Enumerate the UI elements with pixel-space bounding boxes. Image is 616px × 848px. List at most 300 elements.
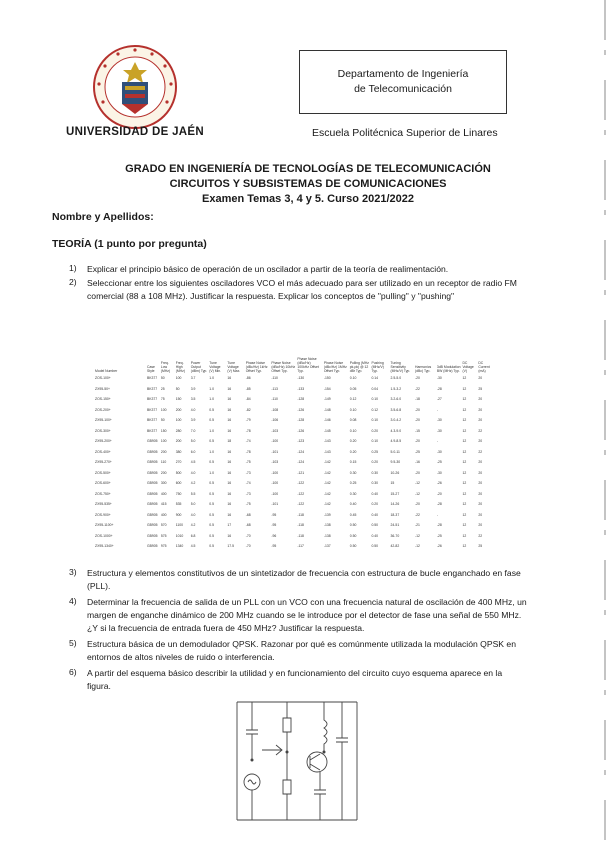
question-text: Estructura básica de un demodulador QPSK. Razonar por qué es comúnmente utilizada la modulación QPSK en entornos de altos niveles de ruido o interferencia. xyxy=(87,639,516,662)
column-header: Tune Voltage (V) Min. xyxy=(209,361,222,373)
table-cell: ZX95-1100+ xyxy=(95,523,114,528)
column-header: Pulling (MHz pk-pk) @ 12 dBr Typ. xyxy=(349,361,369,373)
table-cell: 0.10 xyxy=(349,407,357,412)
table-cell: 100 xyxy=(175,376,182,381)
table-cell: 110 xyxy=(160,460,167,465)
table-row xyxy=(94,499,494,510)
table-cell: 200 xyxy=(175,407,182,412)
table-row xyxy=(94,426,494,437)
table-cell: 2.5-5.0 xyxy=(390,376,402,381)
table-cell: 16 xyxy=(227,460,232,465)
table-cell: 16 xyxy=(227,418,232,423)
table-cell: -100 xyxy=(271,439,279,444)
table-cell: ZX95-50+ xyxy=(95,386,110,391)
vco-table-body xyxy=(94,373,494,552)
table-cell: -22 xyxy=(415,512,420,517)
table-cell: BK377 xyxy=(147,376,158,381)
table-cell: BK377 xyxy=(147,428,158,433)
table-cell: 100 xyxy=(175,418,182,423)
question-number: 4) xyxy=(69,596,77,606)
table-cell: -96 xyxy=(271,533,277,538)
table-cell: ZOS-500+ xyxy=(95,470,111,475)
table-cell: -137 xyxy=(323,544,331,549)
table-cell: 380 xyxy=(175,449,182,454)
table-cell: 0.10 xyxy=(349,376,357,381)
table-cell: -26 xyxy=(436,544,442,549)
table-cell: 6.0 xyxy=(190,449,196,454)
table-cell: -30 xyxy=(436,449,442,454)
table-cell: 0.5 xyxy=(209,460,214,465)
table-cell: 22 xyxy=(478,449,483,454)
circuit-schematic-figure xyxy=(232,690,362,830)
table-row xyxy=(94,478,494,489)
table-cell: 0.30 xyxy=(349,491,357,496)
column-header: DC Voltage (V) xyxy=(462,361,474,373)
table-cell: 0.20 xyxy=(349,449,357,454)
table-row xyxy=(94,541,494,552)
table-cell: -75 xyxy=(245,460,251,465)
degree-title: GRADO EN INGENIERÍA DE TECNOLOGÍAS DE TELECOMUNICACIÓN xyxy=(125,163,491,175)
table-cell: 150 xyxy=(160,428,167,433)
table-cell: 1.0 xyxy=(209,428,214,433)
table-cell: 18 xyxy=(227,439,232,444)
table-cell: BK377 xyxy=(147,407,158,412)
table-cell: 0.50 xyxy=(371,523,379,528)
table-cell: 0.10 xyxy=(371,439,379,444)
table-cell: 0.40 xyxy=(371,533,379,538)
table-cell: 0.5 xyxy=(209,491,214,496)
table-cell: -148 xyxy=(323,407,331,412)
table-cell: 25 xyxy=(478,544,483,549)
table-cell: -138 xyxy=(323,533,331,538)
table-cell: ZOS-200+ xyxy=(95,407,111,412)
table-cell: 12 xyxy=(462,397,467,402)
table-cell: 18-37 xyxy=(390,512,400,517)
table-cell: 16 xyxy=(227,533,232,538)
table-cell: 150 xyxy=(175,397,182,402)
table-cell: 1.0 xyxy=(209,376,214,381)
table-cell: 1.0 xyxy=(209,449,214,454)
table-cell: 400 xyxy=(160,491,167,496)
column-header: Harmonics (dBc) Typ. xyxy=(415,365,432,373)
table-cell: 200 xyxy=(160,449,167,454)
table-cell: -20 xyxy=(415,418,420,423)
table-cell: 1.5-3.2 xyxy=(390,386,402,391)
table-cell: 25 xyxy=(160,386,165,391)
table-cell: 3.5-6.8 xyxy=(390,407,402,412)
table-cell: -21 xyxy=(415,523,420,528)
department-box xyxy=(299,50,507,114)
table-cell: 0.5 xyxy=(209,439,214,444)
table-cell: -113 xyxy=(271,386,278,391)
table-cell: 12 xyxy=(462,481,467,486)
table-cell: -70 xyxy=(245,533,251,538)
table-cell: ZOS-750+ xyxy=(95,491,111,496)
table-cell: 0.5 xyxy=(209,533,214,538)
table-cell: ZOS-900+ xyxy=(95,512,111,517)
table-cell: 600 xyxy=(175,481,182,486)
table-row xyxy=(94,394,494,405)
table-cell: -78 xyxy=(245,449,251,454)
table-cell: -138 xyxy=(323,523,331,528)
table-cell: 5.0 xyxy=(190,502,196,507)
question-text: Estructura y elementos constitutivos de un sintetizador de frecuencia con estructura de bucle enganchado en fase (PLL). xyxy=(87,568,521,591)
table-cell: -25 xyxy=(436,460,442,465)
column-header: Phase Noise (dBc/Hz) 100kHz Offset Typ. xyxy=(297,357,319,373)
vco-table xyxy=(94,327,494,552)
table-cell: -142 xyxy=(323,460,331,465)
table-cell: -85 xyxy=(245,386,251,391)
table-cell: 12 xyxy=(462,449,467,454)
table-cell: -20 xyxy=(415,502,420,507)
table-cell: 16 xyxy=(227,470,232,475)
table-cell: -20 xyxy=(415,470,420,475)
table-cell: -82 xyxy=(245,407,251,412)
table-cell: ZX95-535+ xyxy=(95,502,112,507)
table-cell: -117 xyxy=(297,544,304,549)
table-cell: -95 xyxy=(271,512,277,517)
table-cell: ZX95-200+ xyxy=(95,439,112,444)
table-cell: 0.25 xyxy=(371,449,379,454)
question-number: 2) xyxy=(69,277,77,287)
table-cell: 12 xyxy=(462,428,467,433)
table-cell: -142 xyxy=(323,502,331,507)
table-cell: 12 xyxy=(462,460,467,465)
table-cell: -100 xyxy=(271,491,279,496)
table-cell: 3.5 xyxy=(190,397,196,402)
table-cell: 0.04 xyxy=(371,386,379,391)
table-cell: 400 xyxy=(160,512,167,517)
table-cell: -30 xyxy=(436,428,442,433)
table-cell: 200 xyxy=(175,439,182,444)
table-cell: -75 xyxy=(245,502,251,507)
table-cell: -30 xyxy=(436,470,442,475)
column-header: Phase Noise (dBc/Hz) 10kHz Offset Typ. xyxy=(271,361,296,373)
table-cell: 5.5 xyxy=(190,491,196,496)
table-cell: -118 xyxy=(297,533,304,538)
table-cell: 16 xyxy=(227,502,232,507)
table-cell: 0.5 xyxy=(209,544,214,549)
table-header-row xyxy=(94,327,494,373)
table-cell: -101 xyxy=(271,449,279,454)
table-cell: -86 xyxy=(245,376,251,381)
table-cell: 100 xyxy=(160,407,167,412)
table-cell: -68 xyxy=(245,512,251,517)
table-cell: 12 xyxy=(462,491,467,496)
table-cell: 1100 xyxy=(175,523,184,528)
department-line1: Departamento de Ingeniería xyxy=(337,68,469,80)
table-cell: 0.40 xyxy=(349,502,357,507)
table-cell: 1.0 xyxy=(209,386,214,391)
university-name: UNIVERSIDAD DE JAÉN xyxy=(66,126,204,138)
table-cell: -22 xyxy=(415,386,420,391)
table-cell: 20 xyxy=(478,502,483,507)
question-number: 1) xyxy=(69,263,77,273)
table-cell: -130 xyxy=(297,376,305,381)
table-row xyxy=(94,510,494,521)
table-cell: 16 xyxy=(227,376,232,381)
university-seal-logo xyxy=(92,44,178,130)
table-cell: -100 xyxy=(271,470,279,475)
table-cell: 15 xyxy=(390,481,395,486)
table-cell: 200 xyxy=(160,470,167,475)
table-cell: 4.0 xyxy=(190,512,196,517)
table-cell: 10-26 xyxy=(390,470,400,475)
table-cell: -108 xyxy=(271,407,279,412)
table-cell: -122 xyxy=(297,491,305,496)
table-cell: 16 xyxy=(227,407,232,412)
table-cell: 280 xyxy=(175,428,182,433)
table-row xyxy=(94,415,494,426)
table-cell: 0.14 xyxy=(371,376,379,381)
table-cell: 17.5 xyxy=(227,544,234,549)
table-cell: 16 xyxy=(227,386,232,391)
table-cell: -28 xyxy=(436,502,442,507)
table-cell: ZOS-300+ xyxy=(95,428,111,433)
table-cell: ZX95-100+ xyxy=(95,418,112,423)
table-cell: -143 xyxy=(323,439,331,444)
column-header: Tuning Sensitivity (MHz/V) Typ. xyxy=(390,361,411,373)
table-cell: 1.0 xyxy=(209,397,214,402)
table-cell: 17 xyxy=(227,523,232,528)
table-cell: 0.15 xyxy=(349,460,357,465)
table-cell: -146 xyxy=(323,418,331,423)
table-cell: -122 xyxy=(297,502,305,507)
table-cell: 4.5 xyxy=(190,544,196,549)
table-cell: 0.30 xyxy=(349,470,357,475)
table-cell: 20 xyxy=(478,523,483,528)
table-cell: 12 xyxy=(462,523,467,528)
table-cell: 9.5-30 xyxy=(390,460,401,465)
table-cell: 0.50 xyxy=(349,544,357,549)
table-cell: GB905 xyxy=(147,470,158,475)
table-cell: 50 xyxy=(160,376,165,381)
table-cell: -149 xyxy=(323,397,331,402)
table-cell: -95 xyxy=(271,544,277,549)
table-cell: 7.0 xyxy=(190,428,196,433)
table-row xyxy=(94,468,494,479)
table-cell: 270 xyxy=(175,460,182,465)
table-cell: GB905 xyxy=(147,502,158,507)
table-cell: 3.9 xyxy=(190,386,196,391)
table-cell: GB905 xyxy=(147,523,158,528)
table-cell: -128 xyxy=(297,418,305,423)
table-cell: -133 xyxy=(297,386,305,391)
table-row xyxy=(94,373,494,384)
table-cell: ZOS-600+ xyxy=(95,481,111,486)
table-cell: -142 xyxy=(323,470,331,475)
table-cell: -25 xyxy=(415,449,420,454)
table-cell: 12 xyxy=(462,407,467,412)
table-cell: 50 xyxy=(175,386,180,391)
table-cell: 50 xyxy=(160,418,165,423)
department-line2: de Telecomunicación xyxy=(354,83,452,95)
table-cell: 12 xyxy=(462,470,467,475)
name-label: Nombre y Apellidos: xyxy=(52,211,154,223)
table-cell: 0.50 xyxy=(349,533,357,538)
table-cell: 42-82 xyxy=(390,544,400,549)
table-cell: 4.0 xyxy=(190,470,196,475)
table-cell: -110 xyxy=(271,376,278,381)
table-cell: -126 xyxy=(297,428,305,433)
table-cell: -73 xyxy=(245,491,251,496)
table-cell: 0.30 xyxy=(371,470,379,475)
table-cell: -16 xyxy=(415,460,420,465)
table-cell: 24-51 xyxy=(390,523,400,528)
table-cell: -84 xyxy=(245,397,251,402)
table-cell: -79 xyxy=(245,418,251,423)
table-cell: -101 xyxy=(271,502,279,507)
table-cell: -121 xyxy=(297,470,305,475)
table-cell: -110 xyxy=(271,397,278,402)
table-cell: 4.3-9.0 xyxy=(390,428,402,433)
table-cell: -78 xyxy=(245,428,251,433)
table-cell: 0.5 xyxy=(209,502,214,507)
table-cell: GB905 xyxy=(147,512,158,517)
table-cell: -28 xyxy=(436,386,442,391)
table-cell: -30 xyxy=(436,418,442,423)
table-cell: -28 xyxy=(436,523,442,528)
question-text: A partir del esquema básico describir la utilidad y en funcionamiento del circuito cuyo esquema aparece en la figura. xyxy=(87,668,503,691)
table-cell: -73 xyxy=(245,470,251,475)
table-cell: 20 xyxy=(478,376,483,381)
table-cell: GB905 xyxy=(147,491,158,496)
table-cell: 0.20 xyxy=(371,460,379,465)
course-title: CIRCUITOS Y SUBSISTEMAS DE COMUNICACIONES xyxy=(169,178,447,190)
table-cell: 415 xyxy=(160,502,167,507)
table-cell: 12 xyxy=(462,418,467,423)
table-cell: -142 xyxy=(323,481,331,486)
table-cell: 0.5 xyxy=(209,512,214,517)
table-cell: - xyxy=(436,512,439,517)
column-header: DC Current (mA) xyxy=(478,361,490,373)
table-cell: 0.20 xyxy=(371,428,379,433)
table-cell: GB905 xyxy=(147,460,158,465)
table-cell: 975 xyxy=(160,544,167,549)
table-cell: -20 xyxy=(415,376,420,381)
table-cell: -118 xyxy=(297,523,304,528)
table-cell: 0.5 xyxy=(209,481,214,486)
column-header: Freq. High (MHz) xyxy=(175,361,185,373)
table-cell: ZOS-150+ xyxy=(95,397,111,402)
table-cell: 5.0 xyxy=(190,439,196,444)
table-cell: BK377 xyxy=(147,386,158,391)
table-cell: 0.05 xyxy=(349,386,357,391)
column-header: Tune Voltage (V) Max. xyxy=(227,361,241,373)
table-cell: 20 xyxy=(478,418,483,423)
table-cell: -150 xyxy=(323,376,331,381)
table-cell: ZX95-1340+ xyxy=(95,544,114,549)
table-cell: 0.5 xyxy=(209,418,214,423)
table-cell: -74 xyxy=(245,481,251,486)
table-row xyxy=(94,384,494,395)
table-cell: 12 xyxy=(462,533,467,538)
exam-title: Examen Temas 3, 4 y 5. Curso 2021/2022 xyxy=(202,193,414,205)
table-cell: 0.30 xyxy=(371,481,379,486)
table-cell: -15 xyxy=(415,428,420,433)
table-cell: -100 xyxy=(271,481,279,486)
table-cell: 20 xyxy=(478,407,483,412)
table-cell: 20 xyxy=(478,512,483,517)
table-cell: GB905 xyxy=(147,533,158,538)
table-cell: 16 xyxy=(227,397,232,402)
table-cell: 1010 xyxy=(175,533,184,538)
table-cell: 12 xyxy=(462,376,467,381)
table-cell: -20 xyxy=(415,439,420,444)
table-cell: 575 xyxy=(160,533,167,538)
table-cell: 4.2 xyxy=(190,481,196,486)
table-cell: GB905 xyxy=(147,439,158,444)
question-number: 3) xyxy=(69,567,77,577)
table-cell: GB905 xyxy=(147,544,158,549)
table-cell: 5.0-11 xyxy=(390,449,400,454)
table-cell: -95 xyxy=(271,523,277,528)
table-cell: 0.5 xyxy=(209,407,214,412)
table-cell: -122 xyxy=(297,481,305,486)
table-cell: 750 xyxy=(175,491,182,496)
table-cell: 0.25 xyxy=(349,481,357,486)
table-cell: 36-70 xyxy=(390,533,400,538)
table-row xyxy=(94,457,494,468)
table-cell: BK377 xyxy=(147,397,158,402)
table-cell: -106 xyxy=(271,418,279,423)
table-cell: 12 xyxy=(462,502,467,507)
column-header: Power Output (dBm) Typ. xyxy=(190,361,208,373)
table-row xyxy=(94,531,494,542)
table-cell: 3.9 xyxy=(190,418,196,423)
table-cell: 20 xyxy=(478,439,483,444)
table-cell: -74 xyxy=(245,439,251,444)
table-cell: -20 xyxy=(436,491,442,496)
table-cell: 0.40 xyxy=(371,512,379,517)
table-cell: ZX95-270+ xyxy=(95,460,112,465)
question-number: 6) xyxy=(69,667,77,677)
table-cell: 16 xyxy=(227,481,232,486)
table-cell: 3.0-4.2 xyxy=(390,418,402,423)
table-cell: -70 xyxy=(245,544,251,549)
column-header: Phase Noise (dBc/Hz) 1kHz Offset Typ. xyxy=(245,361,268,373)
table-cell: - xyxy=(436,407,439,412)
table-cell: 15-27 xyxy=(390,491,400,496)
table-cell: BK377 xyxy=(147,418,158,423)
table-cell: -26 xyxy=(436,481,442,486)
table-cell: -27 xyxy=(436,397,442,402)
table-row xyxy=(94,520,494,531)
table-cell: 16 xyxy=(227,491,232,496)
table-cell: -12 xyxy=(415,544,420,549)
question-text: Explicar el principio básico de operación de un oscilador a partir de la teoría de realimentación. xyxy=(87,264,449,274)
table-cell: 14-26 xyxy=(390,502,400,507)
table-cell: 900 xyxy=(175,512,182,517)
table-cell: ZOS-1000+ xyxy=(95,533,113,538)
table-cell: 16 xyxy=(227,449,232,454)
table-cell: 500 xyxy=(175,470,182,475)
column-header: Pushing (MHz/V) Typ. xyxy=(371,361,384,373)
table-cell: 100 xyxy=(160,439,167,444)
table-cell: -30 xyxy=(436,376,442,381)
table-cell: -139 xyxy=(323,512,331,517)
table-cell: 0.20 xyxy=(349,439,357,444)
table-cell: 0.12 xyxy=(371,407,379,412)
table-cell: -18 xyxy=(415,397,420,402)
table-cell: 0.50 xyxy=(371,544,379,549)
table-cell: 535 xyxy=(175,502,182,507)
table-cell: -128 xyxy=(297,397,305,402)
table-cell: 20 xyxy=(478,470,483,475)
table-cell: 16 xyxy=(227,428,232,433)
table-cell: 0.12 xyxy=(349,397,357,402)
table-cell: 20 xyxy=(478,397,483,402)
